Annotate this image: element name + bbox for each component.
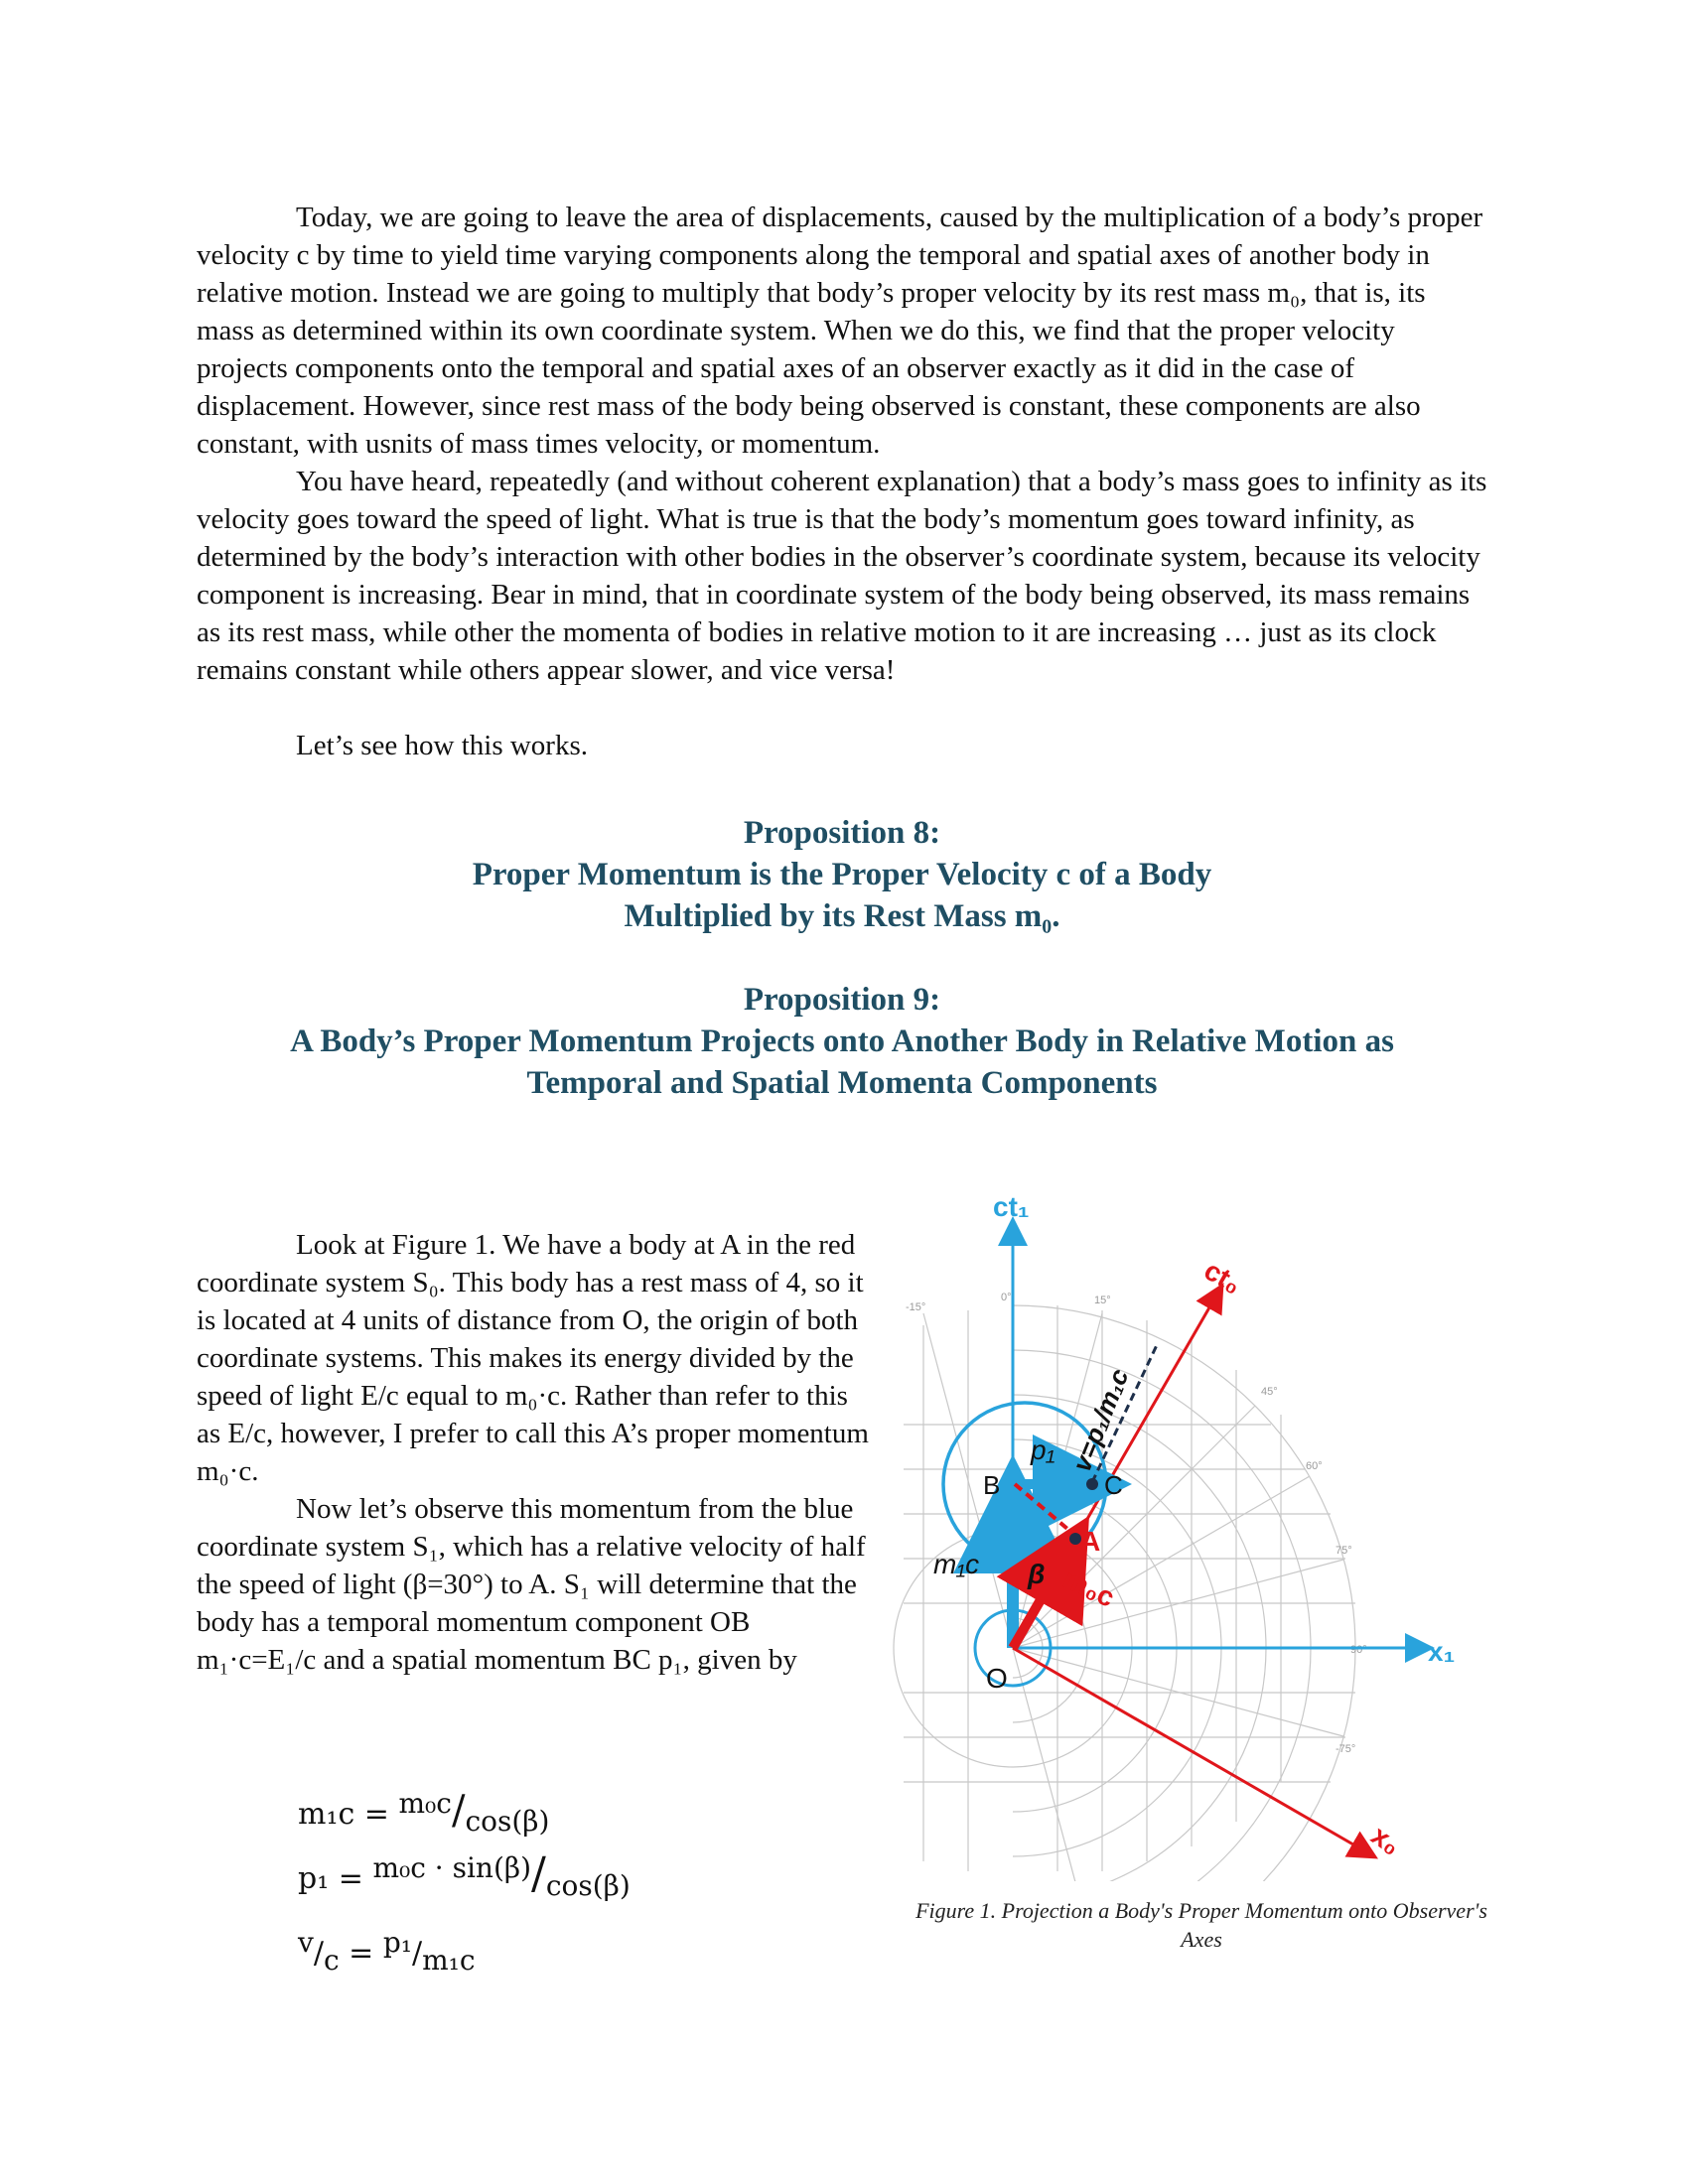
label-x0: x₀ — [1365, 1819, 1407, 1861]
svg-text:60°: 60° — [1306, 1460, 1323, 1472]
svg-text:-15°: -15° — [906, 1301, 926, 1313]
label-B: B — [983, 1470, 1001, 1500]
label-O: O — [986, 1663, 1008, 1694]
label-ct0: ct₀ — [1198, 1254, 1247, 1300]
label-ct1: ct₁ — [993, 1191, 1030, 1222]
equation-v-over-c: $^v/_c = ^{p_1}/_{m_1c}$ — [298, 1926, 476, 1977]
label-v: v=p₁/m₁c — [1066, 1364, 1135, 1476]
point-C — [1086, 1478, 1098, 1490]
proposition-9-heading: Proposition 9: — [743, 982, 941, 1018]
angle-labels — [906, 1292, 1367, 1755]
intro-paragraph-3: Let’s see how this works. — [296, 730, 588, 761]
label-x1: x₁ — [1428, 1636, 1456, 1667]
proposition-8-heading: Proposition 8: — [743, 815, 941, 851]
svg-text:45°: 45° — [1261, 1386, 1278, 1398]
svg-text:90°: 90° — [1350, 1644, 1367, 1656]
equation-m1c: $m_1c = ^{m_0c}/_{cos(\beta)}$ — [298, 1787, 550, 1838]
figure-caption: Figure 1. Projection a Body's Proper Momentum onto Observer's Axes — [915, 1898, 1487, 1952]
proposition-9-title-line2: Temporal and Spatial Momenta Components — [526, 1065, 1158, 1101]
label-C: C — [1104, 1470, 1123, 1500]
intro-paragraph-1: Today, we are going to leave the area of displacements, caused by the multiplication of a body’s proper velocity c by time to yield time varying components along the temporal and spatial axes of another body in relative motion. Instead we are going to multiply that body’s proper velocity by its rest mass m₀, that is, its mass as determined within its own coordinate system. When we do this, we find that the proper velocity projects components onto the temporal and spatial axes of an observer exactly as it did in the case of displacement. However, since rest mass of the body being observed is constant, these components are also constant, with usnits of mass times velocity, or momentum. — [197, 202, 1483, 460]
label-p1: p₁ — [1031, 1434, 1055, 1465]
label-m0c: m₀c — [1058, 1563, 1120, 1613]
svg-text:15°: 15° — [1094, 1295, 1111, 1306]
proposition-8-title-line2: Multiplied by its Rest Mass m₀. — [624, 898, 1060, 934]
svg-text:75°: 75° — [1336, 1545, 1352, 1557]
label-m1c: m₁c — [933, 1549, 980, 1579]
intro-section — [197, 199, 1487, 1104]
svg-text:-75°: -75° — [1336, 1743, 1356, 1755]
proposition-9-title-line1: A Body’s Proper Momentum Projects onto Another Body in Relative Motion as — [290, 1024, 1394, 1059]
x0-axis — [1013, 1648, 1365, 1851]
body-text — [197, 1226, 872, 1679]
body-paragraph-2: Now let’s observe this momentum from the blue coordinate system S₁, which has a relative velocity of half the speed of light (β=30°) to A. S₁ will determine that the body has a temporal momentum component OB m₁·c=E₁/c and a spatial momentum BC p₁, given by — [197, 1493, 866, 1676]
label-beta: β — [1028, 1559, 1046, 1589]
momentum-diagram — [884, 1186, 1519, 1881]
equation-p1: $p_1 = ^{m_0c \cdot sin(\beta)}/_{cos(\beta)}$ — [298, 1848, 631, 1902]
proposition-8-title-line1: Proper Momentum is the Proper Velocity c of a Body — [472, 857, 1212, 892]
svg-text:0°: 0° — [1001, 1292, 1012, 1303]
label-A: A — [1080, 1526, 1101, 1557]
figure-1 — [884, 1186, 1519, 1881]
intro-paragraph-2: You have heard, repeatedly (and without coherent explanation) that a body’s mass goes to infinity as its velocity goes toward the speed of light. What is true is that the body’s momentum goes toward infinity, as determined by the body’s interaction with other bodies in the observer’s coordinate system, because its velocity component is increasing. Bear in mind, that in coordinate system of the body being observed, its mass remains as its rest mass, while other the momenta of bodies in relative motion to it are increasing … just as its clock remains constant while others appear slower, and vice versa! — [197, 466, 1487, 686]
body-paragraph-1: Look at Figure 1. We have a body at A in the red coordinate system S₀. This body has a rest mass of 4, so it is located at 4 units of distance from O, the origin of both coordinate systems. This makes its energy divided by the speed of light E/c equal to m₀·c. Rather than refer to this as E/c, however, I prefer to call this A’s proper momentum m₀·c. — [197, 1229, 869, 1487]
